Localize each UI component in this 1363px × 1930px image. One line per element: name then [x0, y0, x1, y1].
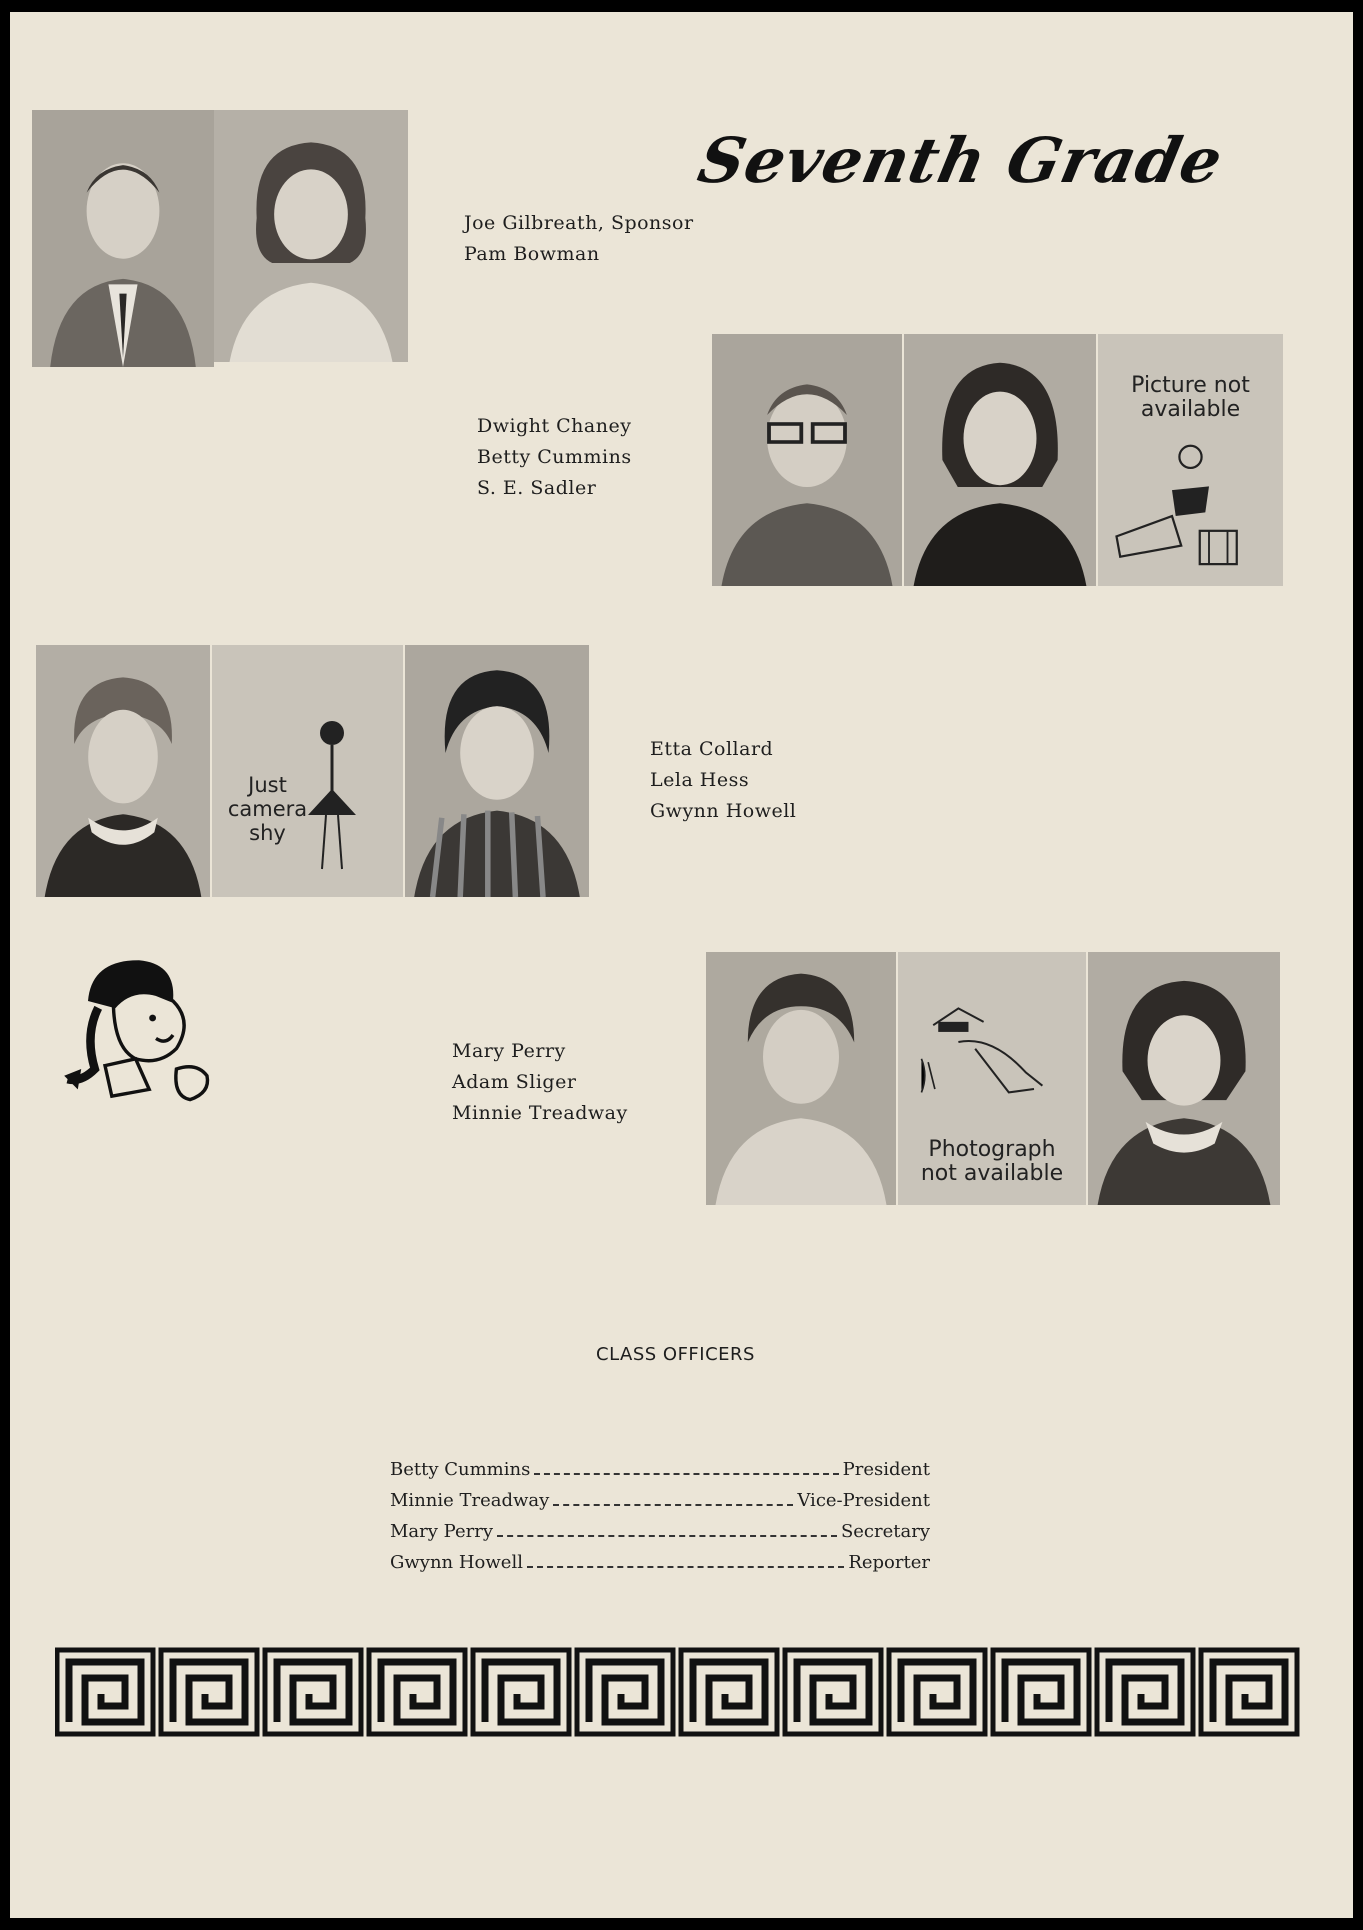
officer-name: Minnie Treadway: [390, 1490, 550, 1511]
student-name: Adam Sliger: [452, 1071, 577, 1093]
student-name: Joe Gilbreath, Sponsor: [464, 212, 694, 234]
placeholder-text: camera: [227, 797, 308, 821]
photograph-not-available-placeholder: [898, 952, 1086, 1205]
student-name: Minnie Treadway: [452, 1102, 628, 1124]
officer-name: Betty Cummins: [390, 1459, 531, 1480]
portrait-photo: [904, 334, 1096, 586]
student-name: Dwight Chaney: [477, 415, 632, 437]
names-group-3: [650, 734, 796, 827]
portrait-photo: [36, 645, 210, 897]
student-name: S. E. Sadler: [477, 477, 597, 499]
officer-title: Vice-President: [797, 1490, 930, 1511]
class-officers-heading: CLASS OFFICERS: [596, 1344, 755, 1365]
portrait-photo: [405, 645, 589, 897]
officer-name: Mary Perry: [390, 1521, 493, 1542]
student-name: Lela Hess: [650, 769, 750, 791]
portrait-photo: [214, 110, 408, 362]
student-name: Pam Bowman: [464, 243, 600, 265]
portrait-photo: [32, 110, 214, 367]
officer-title: President: [842, 1459, 930, 1480]
portrait-photo: [706, 952, 896, 1205]
placeholder-text: Just: [248, 773, 287, 797]
placeholder-text: Photograph: [928, 1137, 1056, 1162]
officer-row: [390, 1552, 930, 1583]
placeholder-text: available: [1140, 397, 1241, 422]
officer-row: [390, 1521, 930, 1552]
picture-not-available-placeholder: [1098, 334, 1283, 586]
page-title: Seventh Grade: [692, 124, 1230, 197]
placeholder-text: not available: [920, 1161, 1064, 1186]
portrait-photo: [712, 334, 902, 586]
student-name: Etta Collard: [650, 738, 774, 760]
yearbook-page: [10, 12, 1353, 1918]
names-group-1: [464, 208, 694, 270]
cartoon-girl-icon: [292, 705, 372, 885]
officer-row: [390, 1459, 930, 1490]
cartoon-girl-waving-icon: [54, 950, 224, 1120]
cartoon-photographer-icon: [1098, 434, 1283, 574]
class-officers-list: [390, 1459, 930, 1583]
placeholder-text: shy: [249, 821, 286, 845]
officer-title: Reporter: [848, 1552, 930, 1573]
student-name: Mary Perry: [452, 1040, 566, 1062]
portrait-photo: [1088, 952, 1280, 1205]
officer-name: Gwynn Howell: [390, 1552, 523, 1573]
cartoon-sleeping-man-icon: [908, 972, 1076, 1112]
student-name: Gwynn Howell: [650, 800, 797, 822]
student-name: Betty Cummins: [477, 446, 632, 468]
names-group-2: [477, 411, 632, 504]
just-camera-shy-placeholder: [212, 645, 403, 897]
greek-key-border: [55, 1646, 1305, 1738]
officer-row: [390, 1490, 930, 1521]
placeholder-text: Picture not: [1131, 373, 1250, 398]
names-group-4: [452, 1036, 628, 1129]
officer-title: Secretary: [840, 1521, 930, 1542]
